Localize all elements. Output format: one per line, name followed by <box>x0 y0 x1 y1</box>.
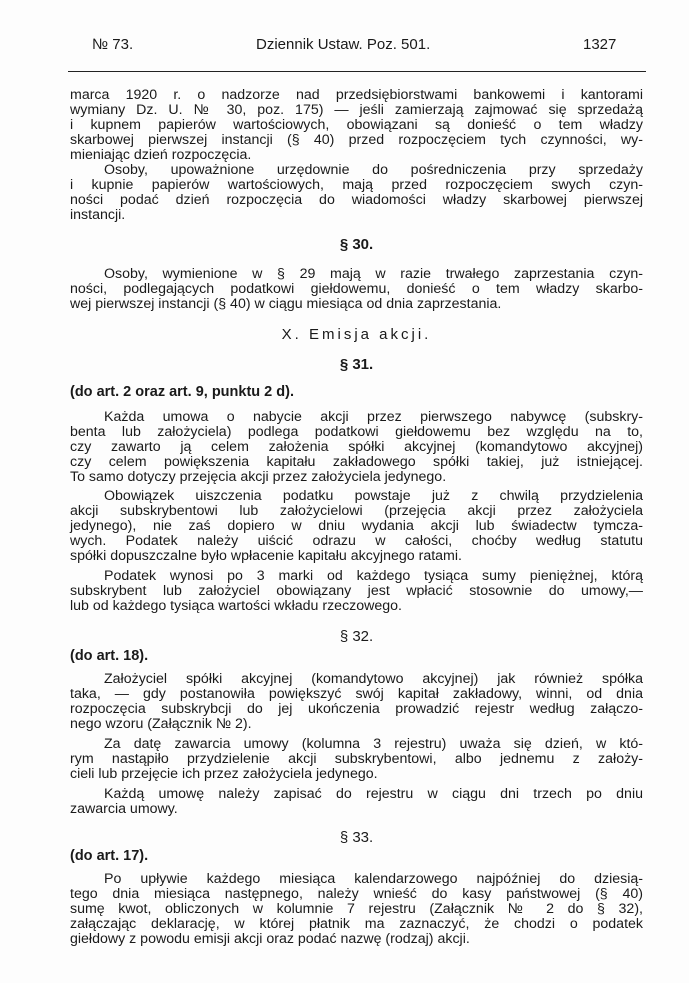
text-line: lub od każdego tysiąca wartości wkładu rzeczowego. <box>70 598 402 614</box>
text-line: sumę kwot, obliczonych w kolumnie 7 rejestru (Załącznik № 2 do § 32), <box>70 901 643 917</box>
text-line: i kupnem papierów wartościowych, obowiązani są donieść o tem władzy <box>70 117 643 133</box>
text-line: instancji. <box>70 207 126 223</box>
section-reference: (do art. 17). <box>70 848 149 864</box>
section-heading: § 33. <box>339 829 374 846</box>
text-line: ności, podlegających podatkowi giełdowemu, donieść o tem władzy skarbo- <box>70 281 643 297</box>
page-number: 1327 <box>583 36 617 53</box>
section-reference: (do art. 2 oraz art. 9, punktu 2 d). <box>70 384 294 400</box>
text-line: giełdowy z powodu emisji akcji oraz podać nazwę (rodzaj) akcji. <box>70 931 470 947</box>
text-line: zawarcia umowy. <box>70 801 178 817</box>
text-line: Po upływie każdego miesiąca kalendarzowego najpóźniej do dziesią- <box>104 871 643 887</box>
text-line: taka, — gdy postanowiła powiększyć swój kapitał zakładowy, winni, od dnia <box>70 686 643 702</box>
text-line: benta lub założyciela) podlega podatkowi giełdowemu bez względu na to, <box>70 424 643 440</box>
text-line: Założyciel spółki akcyjnej (komandytowo akcyjnej) jak również spółka <box>104 671 643 687</box>
paragraph <box>70 163 643 223</box>
text-line: ności podać dzień rozpoczęcia do wiadomości władzy skarbowej pierwszej <box>70 192 643 208</box>
text-line: akcji subskrybentowi lub założycielowi (przejęcia akcji przez założyciela <box>70 503 643 519</box>
journal-title: Dziennik Ustaw. Poz. 501. <box>256 36 431 53</box>
text-line: tego dnia miesiąca następnego, należy wnieść do kasy państwowej (§ 40) <box>70 886 643 902</box>
paragraph <box>70 489 643 564</box>
paragraph <box>70 737 643 782</box>
text-line: rym nastąpiło przydzielenie akcji subskrybentowi, albo jednemu z założy- <box>70 751 643 767</box>
text-line: spółki dopuszczalne było wpłacenie kapitału akcyjnego ratami. <box>70 548 462 564</box>
section-reference: (do art. 18). <box>70 648 149 664</box>
text-line: Osoby, wymienione w § 29 mają w razie trwałego zaprzestania czyn- <box>104 266 643 282</box>
text-line: wej pierwszej instancji (§ 40) w ciągu miesiąca od dnia zaprzestania. <box>70 296 502 312</box>
text-line: jedynego), nie zaś dopiero w dniu wydania akcji lub świadectw tymcza- <box>70 518 643 534</box>
text-line: czy celem powiększenia kapitału zakładowego spółki takiej, już istniejącej. <box>70 454 643 470</box>
paragraph <box>70 672 643 732</box>
chapter-heading: X. Emisja akcji. <box>281 326 432 343</box>
text-line: rozpoczęcia subskrybcji do jej ukończenia prowadzić rejestr według załączo- <box>70 701 643 717</box>
section-heading: § 31. <box>339 356 374 373</box>
text-line: załączając deklarację, w której płatnik ma zaznaczyć, że chodzi o podatek <box>70 916 643 932</box>
text-line: marca 1920 r. o nadzorze nad przedsiębiorstwami bankowemi i kantorami <box>70 87 643 103</box>
text-line: Osoby, upoważnione urzędownie do pośredniczenia przy sprzedaży <box>104 162 643 178</box>
section-heading: § 30. <box>339 236 374 253</box>
paragraph <box>70 267 643 312</box>
text-line: cieli lub przejęcie ich przez założyciela jedynego. <box>70 766 378 782</box>
text-line: Obowiązek uiszczenia podatku powstaje już z chwilą przydzielenia <box>104 488 643 504</box>
paragraph <box>70 872 643 947</box>
text-line: czy zawarto ją celem założenia spółki akcyjnej (komandytowo akcyjnej) <box>70 439 643 455</box>
text-line: Za datę zawarcia umowy (kolumna 3 rejestru) uważa się dzień, w któ- <box>104 736 643 752</box>
text-line: wych. Podatek należy uiścić odrazu w całości, choćby według statutu <box>70 533 643 549</box>
text-line: mieniając dzień rozpoczęcia. <box>70 147 252 163</box>
paragraph <box>70 569 643 614</box>
text-line: To samo dotyczy przejęcia akcji przez założyciela jedynego. <box>70 469 447 485</box>
text-line: nego wzoru (Załącznik № 2). <box>70 716 252 732</box>
paragraph <box>70 88 643 163</box>
paragraph <box>70 410 643 485</box>
text-line: Każdą umowę należy zapisać do rejestru w ciągu dni trzech po dniu <box>104 786 643 802</box>
text-line: subskrybent lub założyciel obowiązany jest wpłacić stosownie do umowy,— <box>70 583 643 599</box>
text-line: Każda umowa o nabycie akcji przez pierwszego nabywcę (subskry- <box>104 409 643 425</box>
paragraph <box>70 787 643 817</box>
header-rule <box>68 71 646 72</box>
issue-number: № 73. <box>92 36 134 53</box>
section-heading: § 32. <box>339 628 374 645</box>
text-line: wymiany Dz. U. № 30, poz. 175) — jeśli zamierzają zajmować się sprzedażą <box>70 102 643 118</box>
text-line: skarbowej pierwszej instancji (§ 40) przed rozpoczęciem tych czynności, wy- <box>70 132 643 148</box>
text-line: Podatek wynosi po 3 marki od każdego tysiąca sumy pieniężnej, którą <box>104 568 643 584</box>
text-line: i kupnie papierów wartościowych, mają przed rozpoczęciem swych czyn- <box>70 177 643 193</box>
